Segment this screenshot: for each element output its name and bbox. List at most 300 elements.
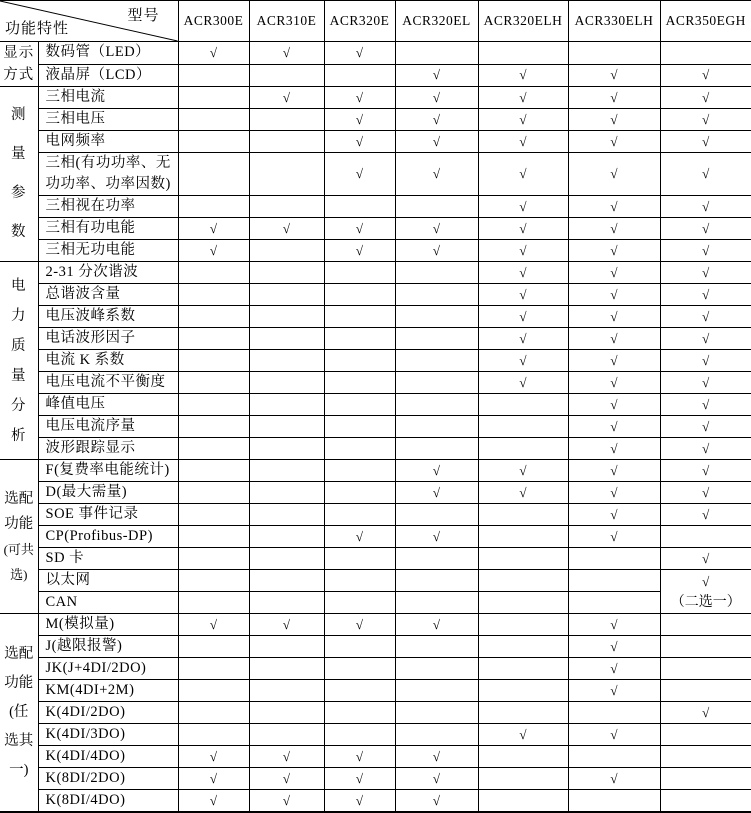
check-icon: √	[283, 617, 290, 633]
check-icon: √	[433, 243, 440, 259]
check-icon: √	[610, 375, 617, 391]
check-cell-empty	[478, 614, 568, 636]
table-row	[0, 460, 751, 482]
check-cell-empty	[660, 614, 751, 636]
check-cell-checked	[660, 350, 751, 372]
check-cell-checked	[660, 372, 751, 394]
check-cell-empty	[249, 460, 324, 482]
row-group-label-line: 选配	[0, 487, 38, 512]
check-cell-checked	[478, 350, 568, 372]
check-icon: √	[610, 265, 617, 281]
check-cell-empty	[395, 636, 478, 658]
model-axis-label: 型号	[127, 4, 159, 25]
check-icon: √	[356, 771, 363, 787]
check-cell-empty	[324, 658, 395, 680]
table-row	[0, 284, 751, 306]
check-cell-checked	[568, 350, 660, 372]
feature-label: K(4DI/3DO)	[38, 724, 178, 746]
table-row	[0, 87, 751, 109]
column-header-acr310e: ACR310E	[249, 1, 324, 42]
check-cell-empty	[324, 262, 395, 284]
table-row	[0, 768, 751, 790]
row-group-label-line: 力	[0, 301, 38, 331]
check-icon: √	[433, 485, 440, 501]
check-icon: √	[610, 166, 617, 182]
check-icon: √	[610, 419, 617, 435]
check-cell-checked	[568, 658, 660, 680]
check-icon: √	[610, 639, 617, 655]
check-cell-checked	[478, 87, 568, 109]
check-cell-checked	[568, 284, 660, 306]
table-row	[0, 548, 751, 570]
choose-one-note: （二选一）	[661, 592, 751, 613]
check-cell-empty	[478, 504, 568, 526]
check-icon: √	[210, 221, 217, 237]
row-group-label-line: 测	[0, 96, 38, 135]
check-cell-checked	[660, 460, 751, 482]
check-cell-checked	[324, 526, 395, 548]
check-cell-checked	[324, 131, 395, 153]
check-cell-empty	[660, 768, 751, 790]
check-cell-empty	[395, 394, 478, 416]
check-cell-empty	[478, 570, 568, 592]
check-icon: √	[519, 727, 526, 743]
check-cell-empty	[178, 372, 249, 394]
check-cell-checked	[395, 482, 478, 504]
check-cell-empty	[324, 350, 395, 372]
table-row	[0, 196, 751, 218]
check-cell-empty	[249, 394, 324, 416]
check-icon: √	[210, 749, 217, 765]
feature-label: JK(J+4DI/2DO)	[38, 658, 178, 680]
check-cell-empty	[178, 658, 249, 680]
check-cell-empty	[324, 328, 395, 350]
row-group-label-line: 析	[0, 421, 38, 451]
check-cell-checked	[478, 460, 568, 482]
check-icon: √	[702, 397, 709, 413]
check-icon: √	[433, 617, 440, 633]
check-cell-checked	[660, 240, 751, 262]
check-cell-checked	[660, 196, 751, 218]
check-cell-checked	[660, 328, 751, 350]
check-cell-empty	[478, 746, 568, 768]
row-group-label-line: 数	[0, 213, 38, 252]
check-cell-checked	[324, 87, 395, 109]
check-cell-empty	[324, 548, 395, 570]
check-cell-checked	[660, 504, 751, 526]
check-icon: √	[210, 793, 217, 809]
check-cell-checked	[568, 153, 660, 196]
check-icon: √	[519, 287, 526, 303]
feature-label: D(最大需量)	[38, 482, 178, 504]
row-group-label-line: 一)	[0, 756, 38, 785]
check-icon: √	[610, 529, 617, 545]
table-row	[0, 416, 751, 438]
feature-label: 数码管（LED）	[38, 42, 178, 65]
check-cell-empty	[249, 416, 324, 438]
check-cell-checked	[249, 768, 324, 790]
check-cell-checked	[478, 131, 568, 153]
check-cell-checked	[178, 746, 249, 768]
check-cell-checked	[478, 724, 568, 746]
check-cell-checked	[568, 64, 660, 87]
row-group-label-line: 选其	[0, 727, 38, 756]
check-cell-empty	[324, 482, 395, 504]
feature-label: M(模拟量)	[38, 614, 178, 636]
table-row	[0, 658, 751, 680]
check-cell-empty	[660, 790, 751, 813]
check-icon: √	[433, 134, 440, 150]
check-cell-empty	[178, 438, 249, 460]
check-cell-empty	[249, 438, 324, 460]
feature-label: 三相电流	[38, 87, 178, 109]
table-row	[0, 724, 751, 746]
check-cell-checked	[178, 42, 249, 65]
check-cell-checked	[660, 702, 751, 724]
column-header-acr320el: ACR320EL	[395, 1, 478, 42]
check-icon: √	[433, 166, 440, 182]
check-cell-checked	[478, 262, 568, 284]
check-cell-checked	[395, 790, 478, 813]
check-icon: √	[702, 243, 709, 259]
row-group-label	[0, 42, 38, 87]
check-cell-empty	[395, 372, 478, 394]
check-icon: √	[519, 166, 526, 182]
check-cell-empty	[324, 438, 395, 460]
check-cell-checked	[568, 328, 660, 350]
row-group-label-line: 量	[0, 135, 38, 174]
check-cell-empty	[324, 284, 395, 306]
check-cell-empty	[660, 658, 751, 680]
header-row	[0, 1, 751, 42]
check-cell-checked	[660, 153, 751, 196]
check-cell-checked	[249, 42, 324, 65]
check-icon: √	[702, 441, 709, 457]
check-cell-checked	[249, 614, 324, 636]
check-cell-checked	[660, 87, 751, 109]
check-cell-empty	[478, 548, 568, 570]
check-cell-empty	[660, 526, 751, 548]
check-icon: √	[610, 463, 617, 479]
check-cell-empty	[249, 658, 324, 680]
table-row	[0, 592, 751, 614]
table-row	[0, 109, 751, 131]
check-cell-checked	[395, 109, 478, 131]
check-cell-empty	[178, 306, 249, 328]
row-group-label-line: 选配	[0, 640, 38, 669]
feature-label: K(8DI/4DO)	[38, 790, 178, 813]
column-header-acr320elh: ACR320ELH	[478, 1, 568, 42]
check-cell-empty	[249, 196, 324, 218]
feature-label: J(越限报警)	[38, 636, 178, 658]
check-icon: √	[702, 463, 709, 479]
check-icon: √	[519, 463, 526, 479]
check-cell-checked	[324, 746, 395, 768]
check-icon: √	[519, 67, 526, 83]
table-row	[0, 570, 751, 592]
check-cell-empty	[249, 284, 324, 306]
check-icon: √	[356, 529, 363, 545]
check-icon: √	[610, 287, 617, 303]
check-cell-empty	[568, 570, 660, 592]
check-icon: √	[356, 243, 363, 259]
check-cell-checked	[324, 153, 395, 196]
check-icon: √	[702, 134, 709, 150]
check-cell-checked	[568, 504, 660, 526]
check-cell-empty	[249, 240, 324, 262]
check-icon: √	[356, 221, 363, 237]
check-icon: √	[210, 617, 217, 633]
check-cell-checked	[660, 394, 751, 416]
check-cell-empty	[178, 328, 249, 350]
check-icon: √	[356, 134, 363, 150]
check-cell-checked	[568, 262, 660, 284]
check-cell-checked	[568, 131, 660, 153]
check-icon: √	[210, 243, 217, 259]
check-icon: √	[702, 309, 709, 325]
check-icon: √	[283, 221, 290, 237]
check-icon: √	[610, 397, 617, 413]
check-cell-checked	[568, 768, 660, 790]
table-row	[0, 746, 751, 768]
check-cell-empty	[324, 64, 395, 87]
check-icon: √	[519, 331, 526, 347]
check-icon: √	[702, 199, 709, 215]
check-icon: √	[610, 90, 617, 106]
check-icon: √	[702, 485, 709, 501]
row-group-label-line: 量	[0, 361, 38, 391]
check-cell-checked	[395, 153, 478, 196]
check-cell-empty	[395, 416, 478, 438]
check-cell-empty	[249, 548, 324, 570]
check-cell-empty	[178, 262, 249, 284]
check-cell-empty	[178, 87, 249, 109]
check-cell-empty	[478, 438, 568, 460]
check-icon: √	[702, 375, 709, 391]
check-icon: √	[433, 529, 440, 545]
check-cell-checked	[568, 394, 660, 416]
check-cell-checked	[478, 306, 568, 328]
check-cell-empty	[395, 702, 478, 724]
check-cell-empty	[249, 636, 324, 658]
table-row	[0, 218, 751, 240]
check-icon: √	[702, 353, 709, 369]
check-cell-empty	[249, 724, 324, 746]
check-icon: √	[519, 134, 526, 150]
check-icon: √	[610, 441, 617, 457]
check-cell-empty	[395, 724, 478, 746]
check-cell-checked	[568, 416, 660, 438]
feature-label: 三相有功电能	[38, 218, 178, 240]
check-cell-checked	[568, 636, 660, 658]
check-cell-empty	[178, 394, 249, 416]
check-cell-checked	[660, 109, 751, 131]
check-cell-empty	[324, 592, 395, 614]
check-icon: √	[356, 166, 363, 182]
table-row	[0, 42, 751, 65]
row-group-label-line: 显示	[0, 42, 38, 64]
check-icon: √	[519, 112, 526, 128]
check-icon: √	[519, 375, 526, 391]
feature-label: 三相无功电能	[38, 240, 178, 262]
check-cell-empty	[324, 416, 395, 438]
check-cell-empty	[395, 328, 478, 350]
check-icon: √	[519, 485, 526, 501]
check-cell-empty	[249, 328, 324, 350]
check-icon: √	[702, 507, 709, 523]
table-body	[0, 42, 751, 813]
check-icon: √	[610, 243, 617, 259]
table-row	[0, 131, 751, 153]
check-cell-checked	[324, 109, 395, 131]
check-cell-checked	[324, 614, 395, 636]
check-cell-empty	[178, 482, 249, 504]
feature-label: F(复费率电能统计)	[38, 460, 178, 482]
check-cell-checked	[478, 240, 568, 262]
check-icon: √	[433, 463, 440, 479]
check-cell-empty	[324, 504, 395, 526]
check-cell-checked	[660, 284, 751, 306]
check-cell-empty	[178, 526, 249, 548]
check-cell-empty	[249, 482, 324, 504]
check-cell-checked	[324, 790, 395, 813]
check-icon: √	[702, 166, 709, 182]
check-cell-empty	[178, 724, 249, 746]
table-row	[0, 482, 751, 504]
check-icon: √	[702, 705, 709, 721]
check-cell-checked	[660, 131, 751, 153]
check-cell-empty	[395, 548, 478, 570]
check-cell-empty	[395, 284, 478, 306]
feature-label: SOE 事件记录	[38, 504, 178, 526]
check-icon: √	[610, 485, 617, 501]
check-cell-checked	[395, 768, 478, 790]
check-icon: √	[610, 617, 617, 633]
table-row	[0, 64, 751, 87]
check-cell-checked	[568, 240, 660, 262]
check-cell-checked	[249, 746, 324, 768]
check-cell-checked	[660, 218, 751, 240]
check-cell-empty	[178, 196, 249, 218]
check-cell-empty	[478, 680, 568, 702]
check-cell-checked	[395, 131, 478, 153]
table-row	[0, 240, 751, 262]
check-icon: √	[283, 749, 290, 765]
check-cell-checked	[324, 768, 395, 790]
check-cell-empty	[478, 658, 568, 680]
check-cell-checked	[249, 218, 324, 240]
check-cell-checked	[568, 460, 660, 482]
check-cell-empty	[478, 416, 568, 438]
check-cell-checked	[478, 109, 568, 131]
check-icon: √	[433, 67, 440, 83]
check-cell-checked	[395, 526, 478, 548]
check-cell-checked	[568, 196, 660, 218]
check-icon: √	[610, 112, 617, 128]
check-cell-checked	[478, 328, 568, 350]
feature-label: 电压电流不平衡度	[38, 372, 178, 394]
check-cell-empty	[249, 592, 324, 614]
check-icon: √	[661, 571, 751, 592]
check-cell-empty	[660, 636, 751, 658]
feature-label: 峰值电压	[38, 394, 178, 416]
check-cell-empty	[395, 196, 478, 218]
check-cell-empty	[324, 394, 395, 416]
check-icon: √	[610, 683, 617, 699]
check-cell-empty	[660, 724, 751, 746]
row-group-label-line: 分	[0, 391, 38, 421]
check-cell-empty	[568, 548, 660, 570]
check-cell-empty	[249, 702, 324, 724]
check-cell-checked	[568, 109, 660, 131]
check-cell-empty	[568, 746, 660, 768]
check-cell-checked	[324, 42, 395, 65]
check-cell-empty	[249, 570, 324, 592]
check-cell-checked	[324, 218, 395, 240]
check-cell-checked	[660, 306, 751, 328]
row-group-label	[0, 460, 38, 614]
table-row	[0, 262, 751, 284]
check-icon: √	[610, 199, 617, 215]
check-cell-checked	[395, 614, 478, 636]
column-header-acr300e: ACR300E	[178, 1, 249, 42]
check-cell-empty	[178, 460, 249, 482]
check-cell-empty	[324, 724, 395, 746]
check-icon: √	[433, 793, 440, 809]
check-cell-checked	[395, 746, 478, 768]
check-cell-empty	[249, 64, 324, 87]
feature-label: 总谐波含量	[38, 284, 178, 306]
check-cell-empty	[249, 350, 324, 372]
check-cell-checked	[568, 614, 660, 636]
check-icon: √	[433, 112, 440, 128]
table-row	[0, 526, 751, 548]
check-icon: √	[433, 749, 440, 765]
feature-label: 电压电流序量	[38, 416, 178, 438]
row-group-label	[0, 614, 38, 813]
check-cell-checked	[178, 768, 249, 790]
feature-label: 三相视在功率	[38, 196, 178, 218]
row-group-label-line: 质	[0, 331, 38, 361]
row-group-label-line: (可共	[0, 537, 38, 562]
feature-label: 液晶屏（LCD）	[38, 64, 178, 87]
check-cell-empty	[324, 196, 395, 218]
check-cell-checked	[568, 724, 660, 746]
check-cell-empty	[324, 680, 395, 702]
check-cell-empty	[249, 504, 324, 526]
table-row	[0, 504, 751, 526]
table-row	[0, 438, 751, 460]
check-icon: √	[519, 309, 526, 325]
check-icon: √	[283, 45, 290, 61]
table-row	[0, 328, 751, 350]
check-cell-checked	[568, 526, 660, 548]
feature-label: CP(Profibus-DP)	[38, 526, 178, 548]
check-icon: √	[356, 749, 363, 765]
check-cell-empty	[478, 768, 568, 790]
check-cell-checked	[395, 218, 478, 240]
check-cell-empty	[178, 284, 249, 306]
check-cell-empty	[568, 702, 660, 724]
feature-label: K(4DI/4DO)	[38, 746, 178, 768]
check-icon: √	[210, 45, 217, 61]
check-cell-checked	[478, 196, 568, 218]
column-header-acr320e: ACR320E	[324, 1, 395, 42]
check-cell-empty	[660, 746, 751, 768]
check-cell-empty	[395, 504, 478, 526]
feature-label: 三相电压	[38, 109, 178, 131]
check-cell-empty	[395, 592, 478, 614]
